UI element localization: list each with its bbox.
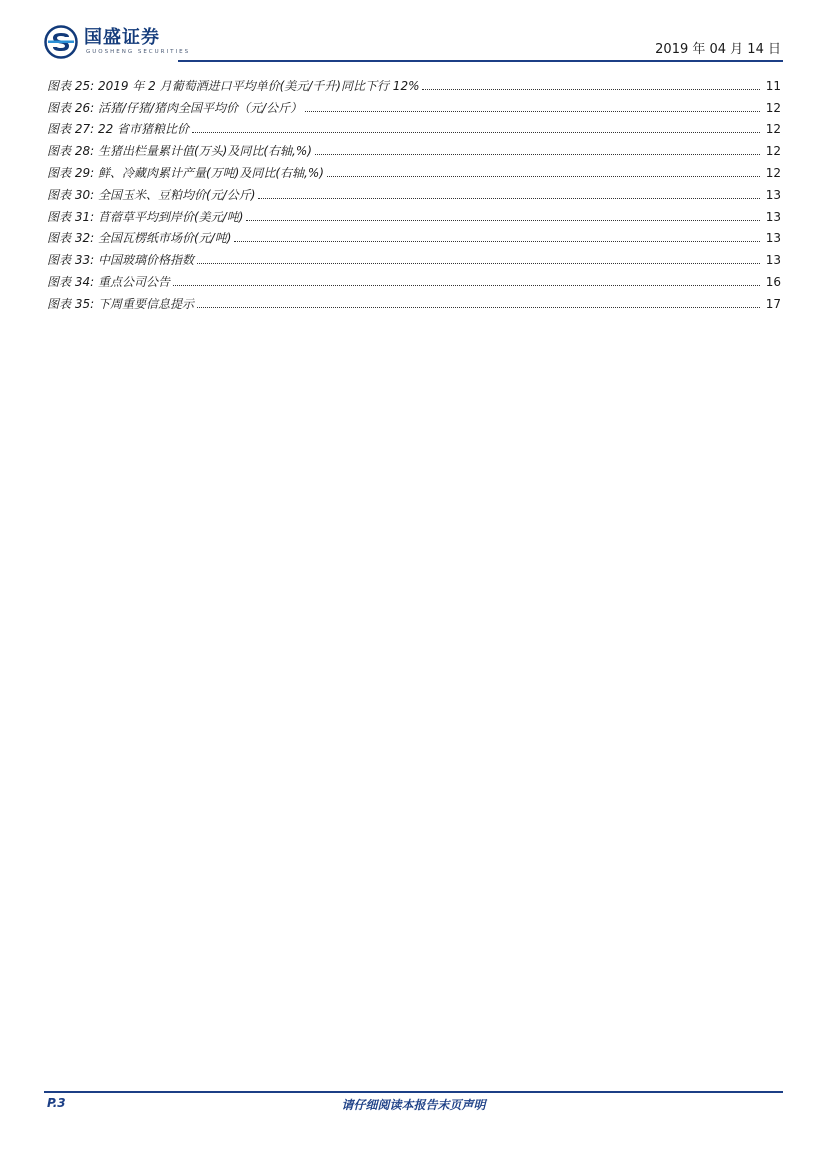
toc-entry-title: 重点公司公告 [97,274,170,289]
toc-entry-page: 13 [765,231,781,246]
toc-entry-label: 图表 34: [47,274,95,289]
toc-dot-leader [192,132,760,133]
toc-entry[interactable] [47,72,781,94]
toc-dot-leader [197,307,760,308]
toc-entry-label: 图表 33: [47,253,95,268]
table-of-figures [47,72,781,312]
brand-name-en: GUOSHENG SECURITIES [86,49,191,55]
toc-entry-page: 11 [765,78,781,93]
toc-entry-title: 苜蓿草平均到岸价(美元/吨) [97,209,244,224]
toc-entry[interactable] [47,203,781,225]
toc-dot-leader [173,285,760,286]
toc-entry-page: 13 [765,187,781,202]
page-number: P.3 [47,1096,66,1110]
toc-entry-label: 图表 32: [47,231,95,246]
toc-entry-title: 生猪出栏量累计值(万头)及同比(右轴,%) [97,144,312,159]
toc-entry-label: 图表 27: [47,122,95,137]
toc-entry-page: 12 [765,165,781,180]
toc-dot-leader [305,111,760,112]
report-date: 2019 年 04 月 14 日 [655,42,781,57]
footer-divider [44,1091,783,1093]
toc-entry[interactable] [47,225,781,247]
toc-entry-title: 全国瓦楞纸市场价(元/吨) [97,231,232,246]
page-header [0,0,827,70]
toc-entry-page: 17 [765,296,781,311]
toc-entry-label: 图表 26: [47,100,95,115]
toc-entry-label: 图表 29: [47,165,95,180]
toc-entry-title: 下周重要信息提示 [97,296,194,311]
toc-entry-page: 13 [765,209,781,224]
toc-entry[interactable] [47,137,781,159]
toc-entry-title: 活猪/仔猪/猪肉全国平均价（元/公斤） [97,100,303,115]
toc-entry[interactable] [47,116,781,138]
toc-entry-page: 13 [765,253,781,268]
toc-entry-label: 图表 28: [47,144,95,159]
toc-entry-title: 2019 年 2 月葡萄酒进口平均单价(美元/千升)同比下行 12% [97,78,420,93]
toc-entry-label: 图表 30: [47,187,95,202]
toc-entry-title: 全国玉米、豆粕均价(元/公斤) [97,187,256,202]
header-divider [178,60,783,62]
brand-logo [44,24,191,60]
toc-dot-leader [422,89,760,90]
toc-dot-leader [234,241,760,242]
toc-entry-page: 12 [765,100,781,115]
guosheng-logo-icon [44,25,78,59]
toc-entry-title: 中国玻璃价格指数 [97,253,194,268]
toc-entry-page: 12 [765,122,781,137]
toc-entry-page: 12 [765,144,781,159]
toc-dot-leader [258,198,760,199]
toc-entry-title: 鲜、冷藏肉累计产量(万吨)及同比(右轴,%) [97,165,324,180]
toc-entry-label: 图表 35: [47,296,95,311]
toc-dot-leader [246,220,760,221]
toc-entry-label: 图表 25: [47,78,95,93]
toc-entry[interactable] [47,290,781,312]
toc-dot-leader [197,263,760,264]
toc-entry[interactable] [47,94,781,116]
toc-entry[interactable] [47,181,781,203]
toc-entry[interactable] [47,268,781,290]
brand-name-cn: 国盛证券 [84,27,160,48]
toc-entry-label: 图表 31: [47,209,95,224]
toc-dot-leader [315,154,760,155]
brand-text [84,28,190,57]
toc-entry[interactable] [47,159,781,181]
toc-entry[interactable] [47,246,781,268]
disclaimer-note: 请仔细阅读本报告末页声明 [341,1098,486,1112]
toc-dot-leader [327,176,760,177]
toc-entry-page: 16 [765,274,781,289]
toc-entry-title: 22 省市猪粮比价 [97,122,190,137]
